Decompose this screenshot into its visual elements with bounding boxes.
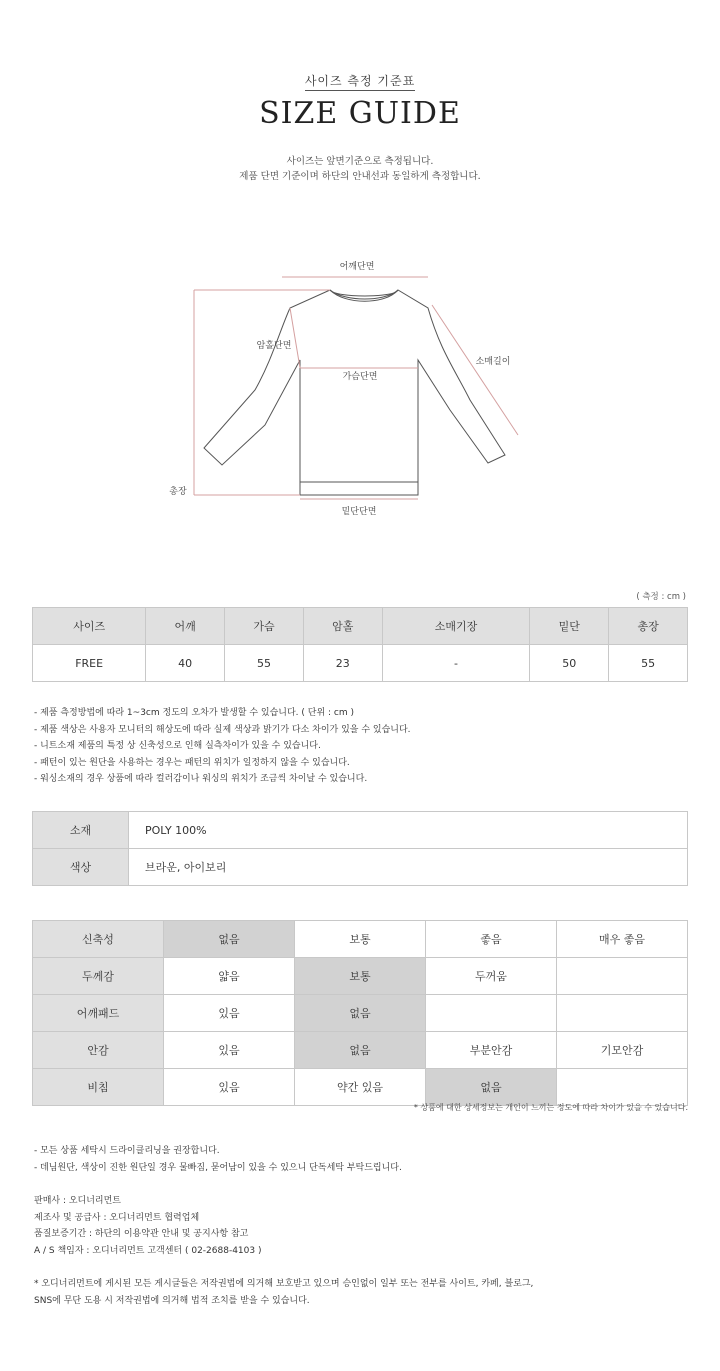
table-row [33, 995, 688, 1032]
armhole-label: 암홀단면 [256, 341, 292, 351]
size-guide-title: SIZE GUIDE [259, 96, 461, 131]
feel-option-cell: 있음 [164, 1032, 295, 1069]
sleeve-line [432, 305, 518, 435]
table-cell: 55 [225, 645, 304, 682]
feel-option-cell: 보통 [295, 921, 426, 958]
table-cell: 23 [303, 645, 382, 682]
feel-option-cell: 있음 [164, 1069, 295, 1106]
care-line: - 모든 상품 세탁시 드라이클리닝을 권장합니다. [34, 1146, 220, 1156]
chest-label: 가슴단면 [342, 372, 378, 382]
col-header: 암홀 [303, 608, 382, 645]
table-row [33, 1069, 688, 1106]
table-cell: 55 [609, 645, 688, 682]
col-header: 밑단 [530, 608, 609, 645]
feel-option-cell [426, 995, 557, 1032]
feel-option-cell: 얇음 [164, 958, 295, 995]
measure-unit: ( 측정 : cm ) [636, 592, 686, 602]
shoulder-label: 어깨단면 [339, 262, 375, 272]
feel-row-label: 신축성 [33, 921, 164, 958]
feel-option-cell: 기모안감 [557, 1032, 688, 1069]
feel-row-label: 비침 [33, 1069, 164, 1106]
measure-notes [34, 705, 411, 788]
table-cell: 50 [530, 645, 609, 682]
feel-option-cell: 보통 [295, 958, 426, 995]
table-row [33, 849, 688, 886]
size-table [32, 607, 688, 682]
table-cell: 40 [146, 645, 225, 682]
feel-option-cell: 매우 좋음 [557, 921, 688, 958]
color-label: 색상 [33, 849, 129, 886]
table-cell: FREE [33, 645, 146, 682]
size-guide-subtitle: 사이즈 측정 기준표 [0, 72, 720, 89]
care-notes [34, 1143, 402, 1176]
copyright-line: * 오디너리먼트에 게시된 모든 게시글들은 저작권법에 의거해 보호받고 있으며 승인없이 일부 또는 전부를 사이트, 카페, 블로그, [34, 1279, 534, 1289]
feel-option-cell: 없음 [426, 1069, 557, 1106]
table-row [33, 921, 688, 958]
feel-option-cell: 없음 [164, 921, 295, 958]
feel-option-cell: 없음 [295, 995, 426, 1032]
table-row [33, 645, 688, 682]
feel-option-cell: 좋음 [426, 921, 557, 958]
seller-line: 제조사 및 공급사 : 오디너리먼트 협력업체 [34, 1212, 200, 1223]
note-line: - 제품 색상은 사용자 모니터의 해상도에 따라 실제 색상과 밝기가 다소 차이가 있을 수 있습니다. [34, 724, 411, 735]
color-value: 브라운, 아이보리 [129, 849, 688, 886]
table-row [33, 812, 688, 849]
note-line: - 제품 측정방법에 따라 1~3cm 정도의 오차가 발생할 수 있습니다. ( 단위 : cm ) [34, 708, 354, 718]
garment-diagram [0, 250, 720, 520]
seller-line: 품질보증기간 : 하단의 이용약관 안내 및 공지사항 참고 [34, 1229, 249, 1239]
fabric-feel-table [32, 920, 688, 1106]
feel-option-cell: 부분안감 [426, 1032, 557, 1069]
feel-row-label: 어깨패드 [33, 995, 164, 1032]
feel-note: * 상품에 대한 상세정보는 개인이 느끼는 정도에 따라 차이가 있을 수 있습니다. [413, 1103, 688, 1112]
note-line: - 워싱소재의 경우 상품에 따라 컬러감이나 워싱의 위치가 조금씩 차이날 수 있습니다. [34, 774, 368, 784]
material-label: 소재 [33, 812, 129, 849]
intro-line-1: 사이즈는 앞면기준으로 측정됩니다. [286, 156, 434, 167]
feel-row-label: 두께감 [33, 958, 164, 995]
note-line: - 패턴이 있는 원단을 사용하는 경우는 패턴의 위치가 일정하지 않을 수 있습니다. [34, 757, 350, 768]
col-header: 총장 [609, 608, 688, 645]
feel-row-label: 안감 [33, 1032, 164, 1069]
intro-line-2: 제품 단면 기준이며 하단의 안내선과 동일하게 측정합니다. [239, 171, 481, 182]
copyright-line: SNS에 무단 도용 시 저작권법에 의거해 법적 조치를 받을 수 있습니다. [34, 1295, 310, 1306]
feel-option-cell [557, 1069, 688, 1106]
feel-option-cell [557, 958, 688, 995]
feel-option-cell: 없음 [295, 1032, 426, 1069]
feel-option-cell: 약간 있음 [295, 1069, 426, 1106]
col-header: 어깨 [146, 608, 225, 645]
feel-option-cell: 있음 [164, 995, 295, 1032]
material-table [32, 811, 688, 886]
care-line: - 데님원단, 색상이 진한 원단일 경우 물빠짐, 묻어남이 있을 수 있으니 단독세탁 부탁드립니다. [34, 1162, 402, 1173]
sweater-outline [204, 290, 505, 495]
seller-line: A / S 책임자 : 오디너리먼트 고객센터 ( 02-2688-4103 ) [34, 1245, 262, 1256]
table-row [33, 958, 688, 995]
length-label: 총장 [169, 487, 187, 497]
note-line: - 니트소재 제품의 특정 상 신축성으로 인해 실측차이가 있을 수 있습니다. [34, 741, 321, 751]
seller-info [34, 1193, 261, 1259]
armhole-line [290, 308, 300, 368]
col-header: 가슴 [225, 608, 304, 645]
table-cell: - [382, 645, 530, 682]
col-header: 사이즈 [33, 608, 146, 645]
hem-label: 밑단단면 [341, 507, 377, 517]
feel-option-cell [557, 995, 688, 1032]
copyright-notice [34, 1276, 533, 1309]
material-value: POLY 100% [129, 812, 688, 849]
seller-line: 판매사 : 오디너리먼트 [34, 1196, 122, 1206]
feel-option-cell: 두꺼움 [426, 958, 557, 995]
sleeve-label: 소매길이 [475, 357, 511, 367]
table-row [33, 1032, 688, 1069]
col-header: 소매기장 [382, 608, 530, 645]
size-table-header [33, 608, 688, 645]
